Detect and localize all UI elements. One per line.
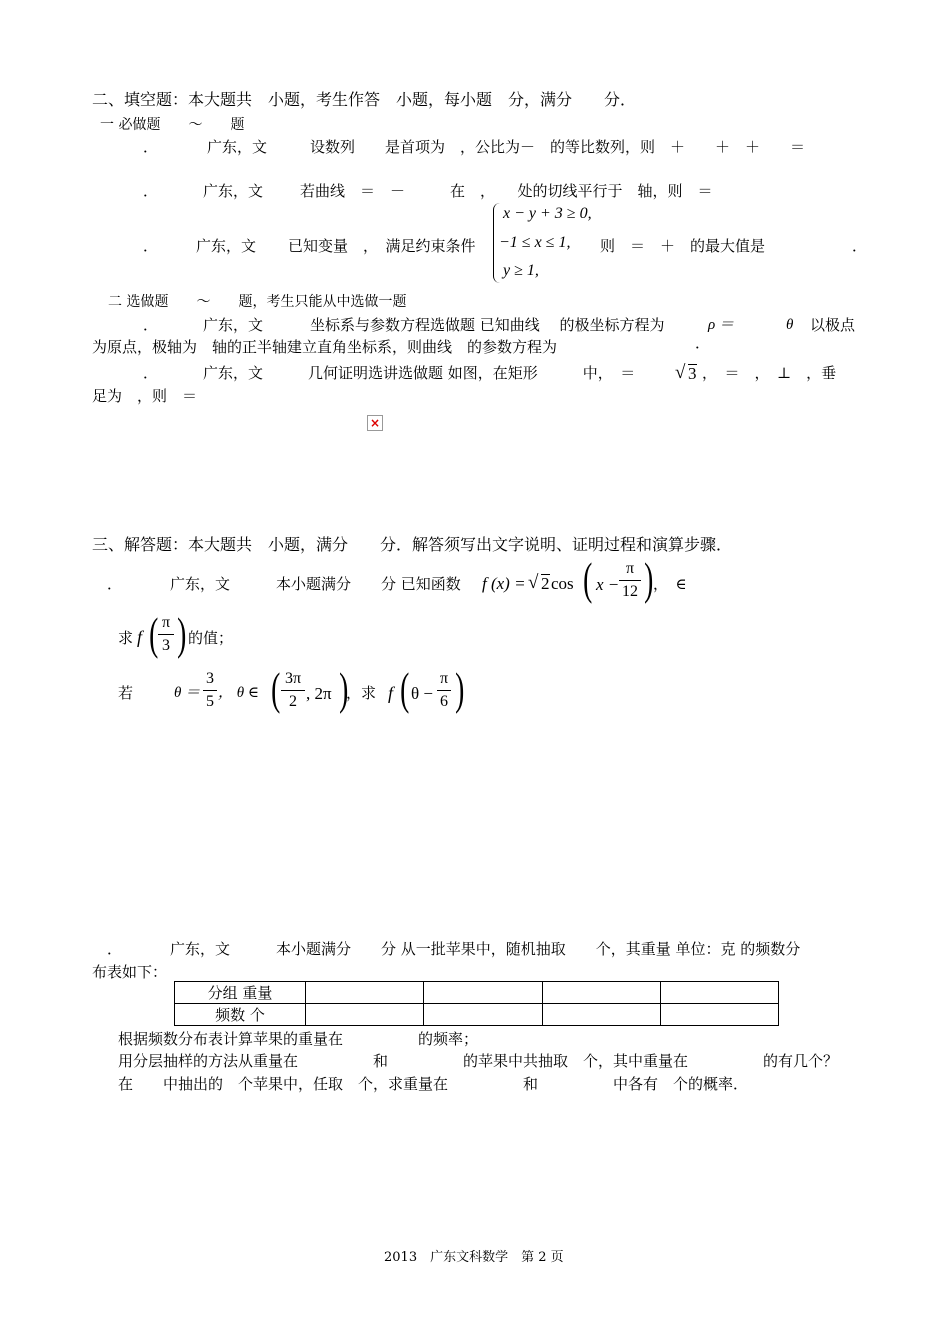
q16-2-paren-right: ) — [339, 663, 349, 714]
q16-2-frac3-den: 6 — [440, 693, 448, 710]
q16-fraction — [619, 561, 641, 600]
q3-text-a: 已知变量 ， 满足约束条件 — [288, 237, 476, 255]
q16-2-theta-minus: θ − — [411, 684, 433, 703]
q1-number: ． — [143, 138, 159, 156]
q16-2-f: f — [388, 683, 394, 703]
q3-constraint-1: x − y + 3 ≥ 0, — [503, 205, 592, 222]
q16-sqrt-sign: √ — [528, 572, 539, 593]
q3-text-b: 则 ＝ ＋ 的最大值是 — [600, 237, 766, 255]
q16-2-paren-left2: ( — [400, 663, 410, 714]
table-cell — [660, 1004, 778, 1026]
table-row — [175, 1004, 779, 1026]
table-cell — [424, 1004, 542, 1026]
q16-2-twopi: , 2π — [306, 684, 332, 703]
q16-in: ， ∈ — [653, 575, 687, 593]
q16-2-label: 若 — [118, 684, 134, 702]
q16-2-frac3-num: π — [439, 670, 449, 687]
q16-2-theta-in: ， θ ∈ — [218, 685, 259, 701]
q16-2-frac1 — [203, 671, 217, 710]
page-footer: 2013 广东文科数学 第 2 页 — [384, 1250, 564, 1265]
q16-sqrt-value: 2 — [541, 574, 550, 593]
q2-text: 若曲线 ＝ － 在 ， 处的切线平行于 轴，则 ＝ — [300, 182, 713, 200]
q16-1-paren-right: ) — [177, 608, 187, 659]
broken-image-icon: × — [367, 415, 383, 431]
q3-source: 广东，文 — [196, 237, 257, 255]
sub-optional-heading: 二 选做题 ～ 题，考生只能从中选做一题 — [108, 294, 407, 310]
q5-text-b: ， ＝ ， ⊥ ，垂 — [702, 364, 837, 382]
table-header-frequency: 频数 个 — [175, 1004, 306, 1026]
q17-part2: 用分层抽样的方法从重量在 和 的苹果中共抽取 个，其中重量在 的有几个？ — [118, 1052, 839, 1070]
q16-2-frac1-den: 5 — [206, 693, 214, 710]
frequency-table — [174, 981, 779, 1026]
table-row — [175, 982, 779, 1004]
table-cell — [306, 982, 424, 1004]
q5-text-a: 几何证明选讲选做题 如图，在矩形 中， ＝ — [308, 364, 636, 382]
table-header-group: 分组 重量 — [175, 982, 306, 1004]
q16-2-frac2-den: 2 — [289, 693, 297, 710]
q5-number: ． — [143, 364, 159, 382]
q16-frac-den: 12 — [622, 583, 638, 600]
q16-paren-left: ( — [583, 553, 593, 604]
q16-2-frac1-bar — [203, 690, 217, 691]
q16-2-frac3-bar — [437, 690, 451, 691]
q17-part1: 根据频数分布表计算苹果的重量在 的频率； — [118, 1030, 479, 1048]
q16-2-paren-right2: ) — [455, 663, 465, 714]
q16-2-frac2 — [281, 671, 305, 710]
section2-heading: 二、填空题：本大题共 小题，考生作答 小题，每小题 分，满分 分． — [92, 90, 637, 109]
q16-2-frac1-num: 3 — [206, 670, 214, 687]
q16-1-tail: 的值； — [188, 629, 234, 647]
q1-text: 设数列 是首项为 ，公比为－ 的等比数列，则 ＋ ＋ ＋ ＝ — [310, 138, 806, 156]
q16-2-theta-eq: θ ＝ — [174, 685, 201, 701]
q16-2-paren-left: ( — [271, 663, 281, 714]
q3-number: ． — [143, 237, 159, 255]
q16-1-label: 求 — [118, 629, 134, 647]
q16-x-minus: x − — [596, 575, 620, 594]
q16-1-f: f — [137, 627, 143, 647]
q4-line2: 为原点，极轴为 轴的正半轴建立直角坐标系，则曲线 的参数方程为 — [92, 338, 558, 356]
q2-number: ． — [143, 182, 159, 200]
q4-text-a: 坐标系与参数方程选做题 已知曲线 的极坐标方程为 — [310, 316, 665, 334]
table-cell — [542, 1004, 660, 1026]
q4-source: 广东，文 — [203, 316, 264, 334]
q16-cos: cos — [551, 574, 574, 593]
q4-text-b: 以极点 — [810, 316, 856, 334]
q16-paren-right: ) — [644, 553, 654, 604]
q17-part3: 在 中抽出的 个苹果中，任取 个，求重量在 和 中各有 个的概率． — [118, 1075, 749, 1093]
table-cell — [424, 982, 542, 1004]
sub-required-heading: 一 必做题 ～ 题 — [100, 117, 245, 133]
q4-end: ． — [695, 334, 711, 352]
q5-sqrt-sign: √ — [675, 362, 686, 383]
q16-2-frac2-num: 3π — [284, 670, 302, 687]
q16-frac-num: π — [625, 560, 635, 577]
q4-theta: θ — [786, 317, 794, 333]
q17-line2: 布表如下： — [92, 963, 168, 981]
q16-1-frac-den: 3 — [162, 637, 170, 654]
q16-1-frac-bar — [158, 634, 174, 635]
section3-heading: 三、解答题：本大题共 小题，满分 分．解答须写出文字说明、证明过程和演算步骤． — [92, 535, 733, 554]
q17-number: ． — [107, 940, 123, 958]
q3-constraint-2: −1 ≤ x ≤ 1, — [499, 234, 571, 251]
table-cell — [306, 1004, 424, 1026]
q16-frac-bar — [619, 580, 641, 581]
q16-1-paren-left: ( — [149, 608, 159, 659]
q16-fx: f (x) = — [482, 574, 526, 593]
q4-number: ． — [143, 316, 159, 334]
q1-source: 广东，文 — [207, 138, 268, 156]
table-cell — [660, 982, 778, 1004]
q16-2-frac3 — [437, 671, 451, 710]
q5-source: 广东，文 — [203, 364, 264, 382]
q17-source: 广东，文 — [170, 940, 231, 958]
q16-number: ． — [107, 575, 123, 593]
q17-text: 本小题满分 分 从一批苹果中，随机抽取 个，其重量 单位：克 的频数分 — [276, 940, 801, 958]
q16-text: 本小题满分 分 已知函数 — [276, 575, 461, 593]
q3-end: ． — [852, 237, 868, 255]
q5-line2: 足为 ，则 ＝ — [92, 387, 198, 405]
q16-1-fraction — [158, 615, 174, 654]
q4-rho: ρ ＝ — [708, 317, 734, 333]
q16-2-frac2-bar — [281, 690, 305, 691]
q16-2-qiu: ，求 — [346, 684, 377, 702]
q16-1-frac-num: π — [161, 614, 171, 631]
q16-source: 广东，文 — [170, 575, 231, 593]
q3-constraint-3: y ≥ 1, — [503, 262, 539, 279]
table-cell — [542, 982, 660, 1004]
q2-source: 广东，文 — [203, 182, 264, 200]
q5-sqrt-value: 3 — [688, 364, 697, 383]
